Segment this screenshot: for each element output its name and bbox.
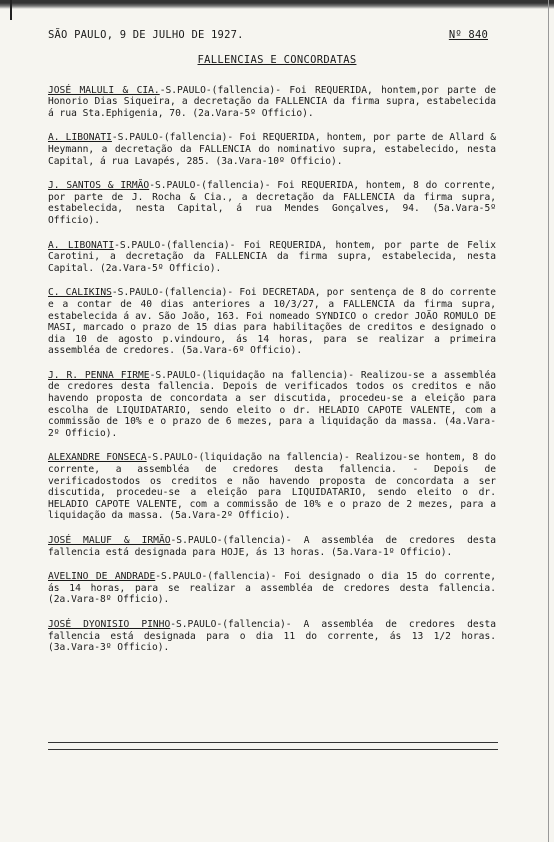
entry-text: -S.PAULO-(fallencia)- Foi REQUERIDA, hontem,por parte de Honorio Dias Siqueira, a decretação da FALLENCIA da firma supra, estabelecida á rua Sta.Ephigenia, 70. (2a.Vara-5º Officio). — [48, 84, 497, 119]
entry-text: -S.PAULO-(fallencia)- A assembléa de credores desta fallencia está designada para o dia 11 do corrente, ás 13 1/2 horas. (3a.Vara-3º Officio). — [48, 618, 497, 654]
list-item — [48, 240, 496, 275]
list-item — [48, 132, 496, 167]
list-item — [48, 571, 496, 606]
entry-text: -S.PAULO-(fallencia)- Foi DECRETADA, por sentença de 8 do corrente e a contar de 40 dias anteriores a 10/3/27, a FALLENCIA da firma supra, estabelecida á av. São João, 163. Foi nomeado SYNDICO o credor JOÃO ROMULO DE MASI, marcado o prazo de 15 dias para habilitações de creditos e designado o dia 10 de agosto p.vindouro, ás 14 horas, para se realizar a primeira assembléa de credores. (5a.Vara-6º Officio). — [48, 287, 496, 357]
entry-text: -S.PAULO-(fallencia)- Foi REQUERIDA, hontem, por parte de Felix Carotini, a decretação da FALLENCIA da firma supra, estabelecida, nesta Capital. (2a.Vara-5º Officio). — [48, 239, 496, 274]
list-item — [48, 535, 496, 558]
list-item — [48, 85, 496, 120]
margin-mark — [10, 0, 12, 20]
entry-text: -S.PAULO-(fallencia)- Foi REQUERIDA, hontem, 8 do corrente, por parte de J. Rocha & Cia., a decretação da FALLENCIA da firma supra, estabelecida, nesta Capital, á rua Mendes Gonçalves, 94. (5a.Vara-5º Officio). — [48, 180, 496, 226]
entry-name: ALEXANDRE FONSECA — [48, 452, 147, 464]
entry-name: A. LIBONATI — [48, 132, 112, 144]
entry-name: J. R. PENNA FIRME — [48, 369, 150, 381]
list-item — [48, 287, 496, 357]
closing-rule — [48, 749, 498, 750]
list-item — [48, 452, 496, 522]
entry-name: JOSÉ MALUF & IRMÃO — [48, 535, 171, 546]
entry-name: J. SANTOS & IRMÃO — [48, 180, 150, 192]
bulletin-number: Nº 840 — [448, 29, 488, 41]
closing-rule — [48, 742, 498, 743]
entry-name: JOSÉ MALULI & CIA. — [48, 84, 160, 96]
dateline: SÃO PAULO, 9 DE JULHO DE 1927. — [48, 29, 244, 41]
list-item — [48, 180, 496, 226]
entry-text: -S.PAULO-(liquidação na fallencia)- Realizou-se hontem, 8 do corrente, a assembléa de credores desta fallencia. - Depois de verificadostodos os creditos e não havendo proposta de concordata a ser discutida, procedeu-se a eleição para LIQUIDATARIO, sendo eleito o dr. HELADIO CAPOTE VALENTE, com a commissão de 10% e o prazo de 2 mezes, para a liquidação da massa. (5a.Vara-2º Officio). — [48, 452, 496, 522]
scan-top-edge — [0, 0, 554, 9]
list-item — [48, 370, 496, 440]
entry-name: AVELINO DE ANDRADE — [48, 571, 156, 583]
entry-text: -S.PAULO-(liquidação na fallencia)- Realizou-se a assembléa de credores desta fallencia. Depois de verificados todos os creditos e não havendo proposta de concordata a ser discutida, procedeu-se a eleição para escolha de LIQUIDATARIO, sendo eleito o dr. HELADIO CAPOTE VALENTE, com a commissão de 10% e o prazo de 6 mezes, para a liquidação da massa. (4a.Vara-2º Officio). — [48, 369, 496, 439]
entry-name: A. LIBONATI — [48, 239, 115, 251]
entry-name: C. CALIKINS — [48, 287, 112, 299]
entry-text: -S.PAULO-(fallencia)- A assembléa de credores desta fallencia está designada para HOJE, ás 13 horas. (5a.Vara-1º Officio). — [48, 535, 496, 558]
entry-text: -S.PAULO-(fallencia)- Foi designado o dia 15 do corrente, ás 14 horas, para se realizar a assembléa de credores desta fallencia. (2a.Vara-8º Officio). — [48, 571, 497, 606]
entry-text: -S.PAULO-(fallencia)- Foi REQUERIDA, hontem, por parte de Allard & Heymann, a decretação da FALLENCIA do nominativo supra, estabelecido, nesta Capital, á rua Lavapés, 285. (3a.Vara-10º Officio). — [48, 132, 496, 167]
list-item — [48, 619, 496, 654]
entry-name: JOSÉ DYONISIO PINHO — [48, 618, 171, 630]
right-edge-line — [548, 0, 549, 842]
section-title: FALLENCIAS E CONCORDATAS — [197, 54, 357, 66]
entries-list — [48, 75, 496, 667]
page-header — [48, 29, 488, 41]
